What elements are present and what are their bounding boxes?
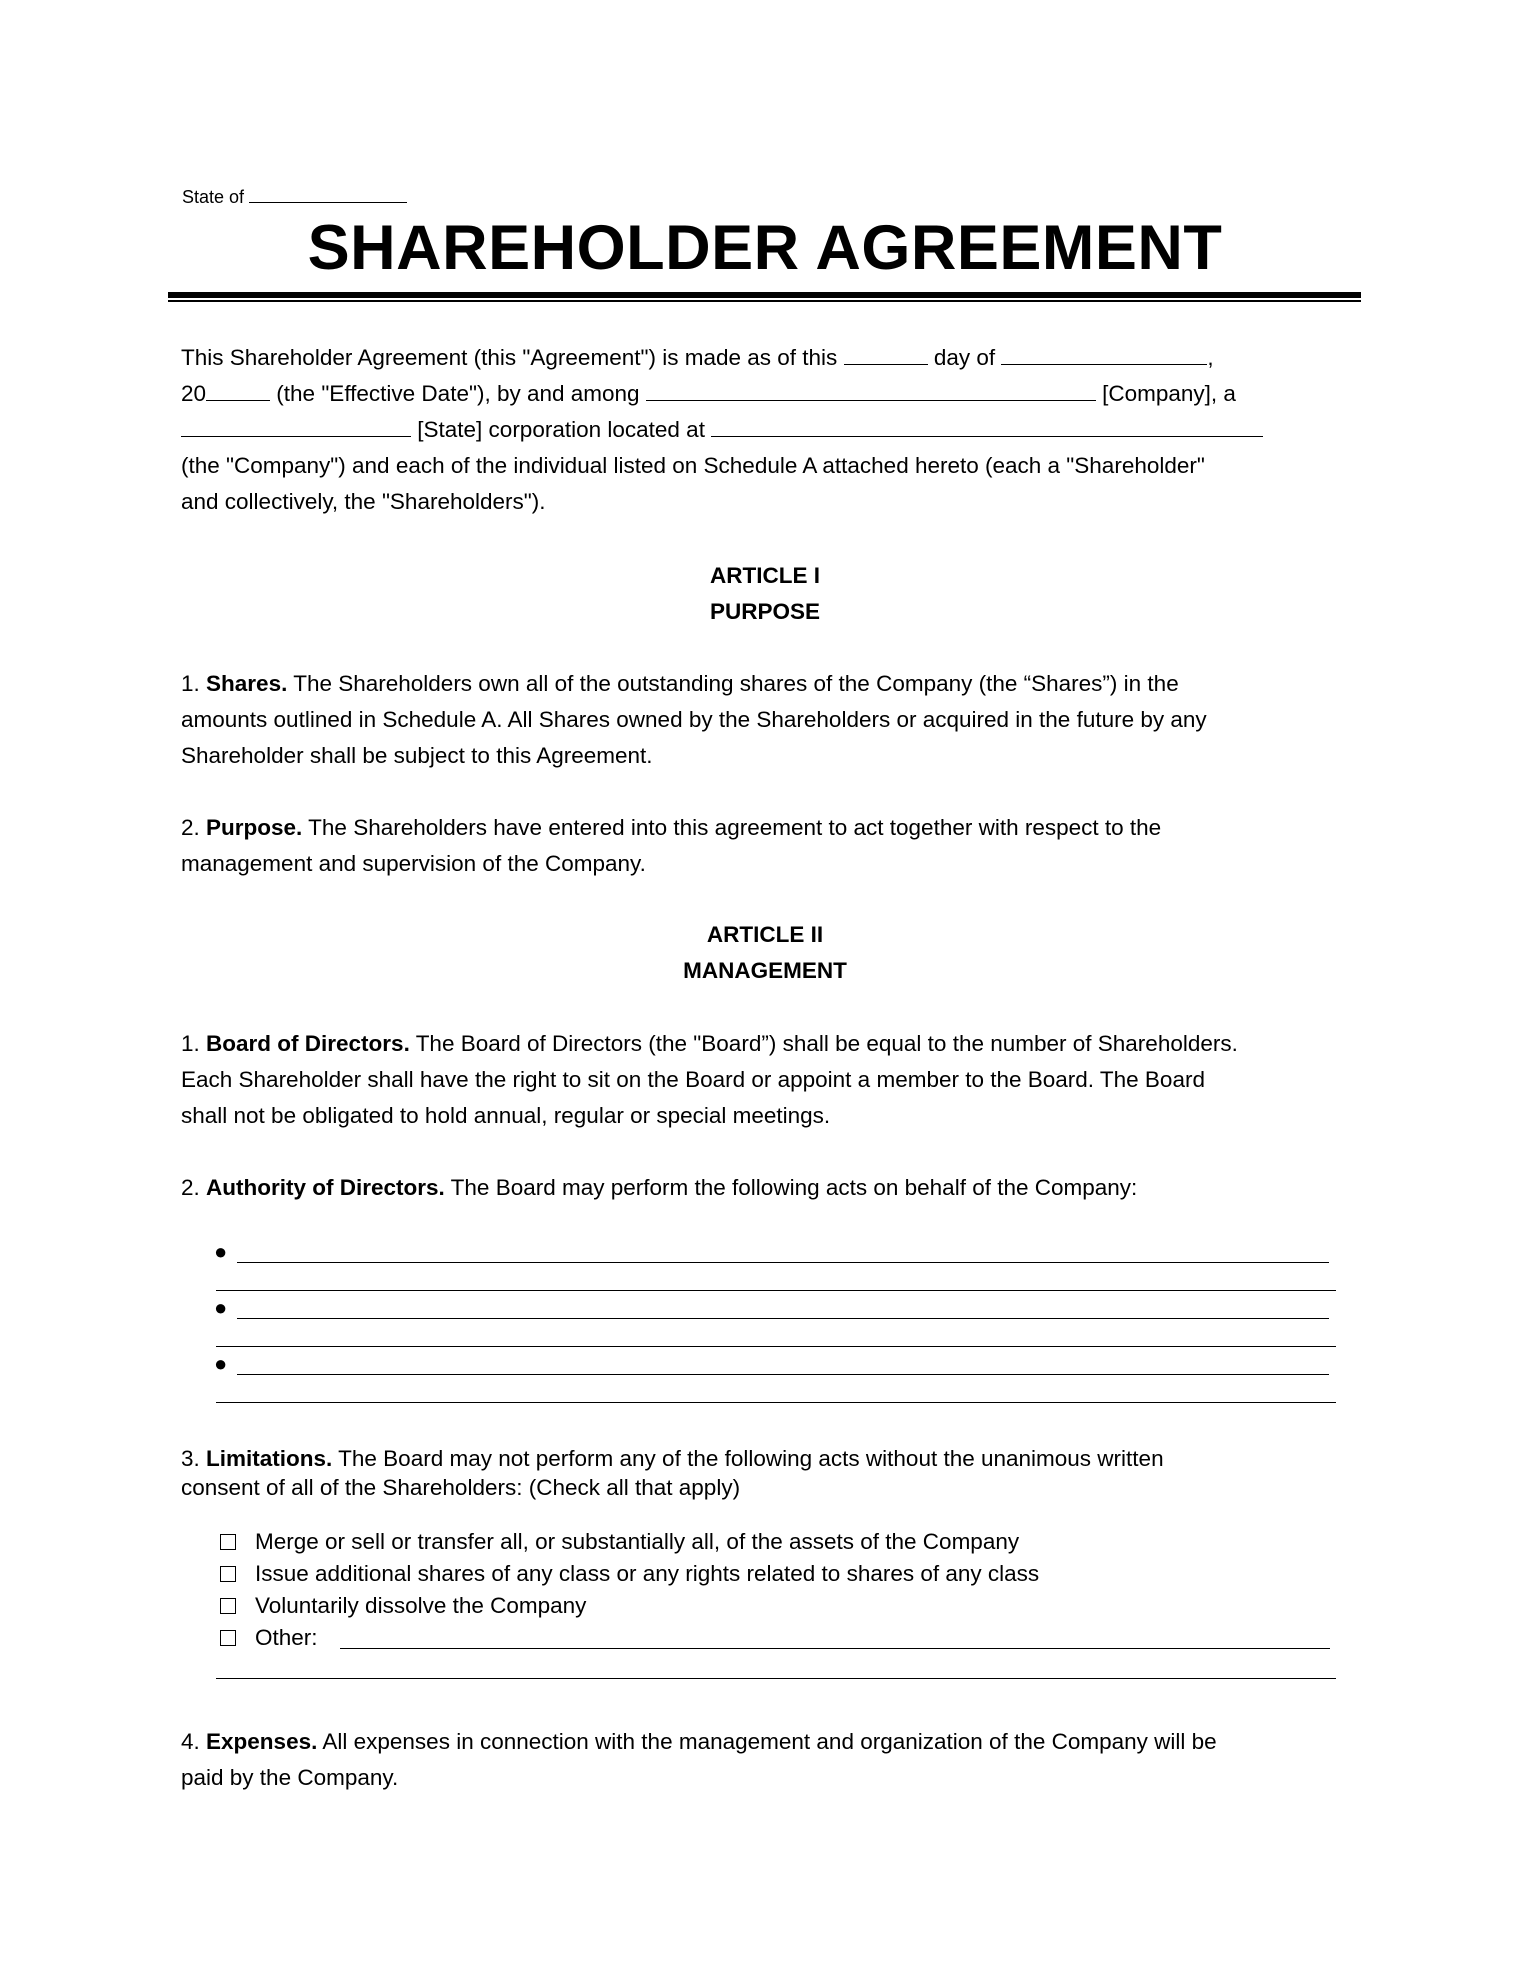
section-board-title: Board of Directors. xyxy=(206,1031,410,1056)
state-corporation-blank[interactable] xyxy=(181,415,411,437)
section-purpose: 2. Purpose. The Shareholders have entered into this agreement to act together with respect to the management and supervision of the Company. xyxy=(181,815,1162,876)
checklist-item-other[interactable]: Other: xyxy=(220,1622,318,1654)
state-label: State of xyxy=(182,187,245,207)
article-2-title: MANAGEMENT xyxy=(683,958,847,983)
checklist-item[interactable]: Voluntarily dissolve the Company xyxy=(220,1590,586,1622)
article-1-number: ARTICLE I xyxy=(710,563,820,588)
section-shares-title: Shares. xyxy=(206,671,288,696)
section-board-of-directors: 1. Board of Directors. The Board of Directors (the "Board”) shall be equal to the number of Shareholders. Each Shareholder shall have the right to sit on the Board or appoint a member to the Board. The Board shall not be obligated to hold annual, regular or special meetings. xyxy=(181,1031,1238,1128)
checklist-item[interactable]: Issue additional shares of any class or any rights related to shares of any class xyxy=(220,1558,1039,1590)
authority-blank-3a[interactable] xyxy=(237,1374,1329,1375)
other-blank-2[interactable] xyxy=(216,1678,1336,1679)
section-expenses-title: Expenses. xyxy=(206,1729,318,1754)
bullet-icon: ● xyxy=(214,1239,228,1264)
company-name-blank[interactable] xyxy=(646,379,1096,401)
other-blank-1[interactable] xyxy=(340,1648,1330,1649)
intro-line-4: (the "Company") and each of the individual listed on Schedule A attached hereto (each a "Shareholder" xyxy=(181,453,1205,478)
checkbox[interactable] xyxy=(220,1566,236,1582)
company-address-blank[interactable] xyxy=(711,415,1263,437)
section-expenses: 4. Expenses. All expenses in connection with the management and organization of the Company will be paid by the Company. xyxy=(181,1729,1217,1790)
intro-paragraph xyxy=(181,340,1361,520)
section-authority-title: Authority of Directors. xyxy=(206,1175,445,1200)
bullet-icon: ● xyxy=(214,1295,228,1320)
authority-blank-2a[interactable] xyxy=(237,1318,1329,1319)
section-limitations: 3. Limitations. The Board may not perform any of the following acts without the unanimous written consent of all of the Shareholders: (Check all that apply) xyxy=(181,1446,1164,1500)
authority-blank-1b[interactable] xyxy=(216,1290,1336,1291)
intro-line-3: [State] corporation located at xyxy=(181,412,1361,448)
month-blank[interactable] xyxy=(1001,343,1207,365)
section-shares: 1. Shares. The Shareholders own all of the outstanding shares of the Company (the “Shares”) in the amounts outlined in Schedule A. All Shares owned by the Shareholders or acquired in the future by any Shareholder shall be subject to this Agreement. xyxy=(181,671,1207,768)
intro-line-2: 20 (the "Effective Date"), by and among [Company], a xyxy=(181,381,1236,406)
intro-line-5: and collectively, the "Shareholders"). xyxy=(181,489,546,514)
article-1-title: PURPOSE xyxy=(709,599,821,624)
article-2-number: ARTICLE II xyxy=(706,922,824,947)
section-authority-of-directors: 2. Authority of Directors. The Board may perform the following acts on behalf of the Company: xyxy=(181,1175,1138,1200)
document-title: SHAREHOLDER AGREEMENT xyxy=(307,213,1223,283)
section-limitations-title: Limitations. xyxy=(206,1446,333,1471)
checkbox[interactable] xyxy=(220,1534,236,1550)
title-rule-thick xyxy=(168,292,1361,298)
year-blank[interactable] xyxy=(206,379,270,401)
checkbox[interactable] xyxy=(220,1630,236,1646)
day-blank[interactable] xyxy=(844,343,928,365)
checkbox[interactable] xyxy=(220,1598,236,1614)
bullet-icon: ● xyxy=(214,1351,228,1376)
state-blank[interactable] xyxy=(249,184,407,203)
authority-blank-3b[interactable] xyxy=(216,1402,1336,1403)
authority-blank-2b[interactable] xyxy=(216,1346,1336,1347)
authority-blank-1a[interactable] xyxy=(237,1262,1329,1263)
checklist-item[interactable]: Merge or sell or transfer all, or substantially all, of the assets of the Company xyxy=(220,1526,1019,1558)
state-line xyxy=(182,184,407,208)
intro-line-1: This Shareholder Agreement (this "Agreement") is made as of this day of , xyxy=(181,345,1214,370)
title-rule-thin xyxy=(168,300,1361,302)
section-purpose-title: Purpose. xyxy=(206,815,303,840)
